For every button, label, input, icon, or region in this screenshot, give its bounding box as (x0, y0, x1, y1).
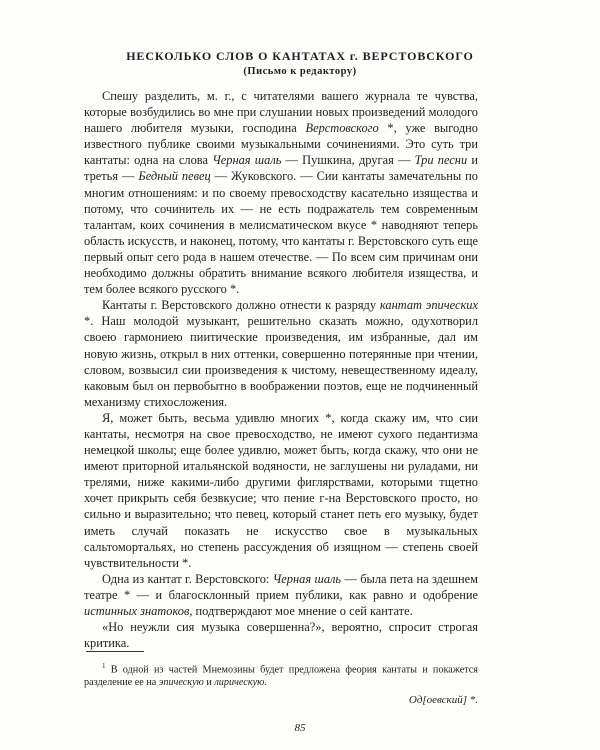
italic-run: истинных знатоков, (84, 604, 193, 618)
text-run: *, уже выгодно известного публике своими музыкальными сочинениями. Это суть три кантаты: одна на слова (84, 121, 478, 168)
italic-run: Черная шаль (272, 571, 342, 586)
text-run: Я, может быть, весьма удивлю многих *, когда скажу им, что сии кантаты, несмотря на свое превосходство, не имеют сухого педантизма немецкой школы; еще более удивлю, может быть, когда скажу, что они не имеют приторной итальянской водяности, не заглушены ни руладами, ни трелями, ниже какими-либо другими фиглярствами, которыми тщетно хочет прикрыть себя безвкусие; что пение г-на Верстовского просто, но сильно и выразительно; что певец, который станет петь его музыку, будет иметь случай показать не искусство свое в музыкальных сальтомортальях, но степень рассуждения об изящном — степень своей чувствительности *. (84, 410, 478, 570)
body-paragraph (84, 410, 478, 571)
text-run: и третья — (84, 153, 478, 184)
italic-run: кантат эпических (379, 298, 478, 313)
text-run: подтверждают мое мнение о сей кантате. (192, 604, 413, 618)
article-subtitle: (Письмо к редактору) (243, 66, 357, 77)
footnote-lyric-term: лирическую (214, 677, 265, 689)
body-paragraph (84, 297, 478, 410)
text-run: — Жуковского. — Сии кантаты замечательны по многим отношениям: и по своему превосходству касательно изящества и потому, что сочинитель их — не есть подражатель тем современным талантам, коих сочинения в мелисматическом вкусе * наводняют теперь область искусств, и наконец, потому, что кантаты г. Верстовского суть еще первый опыт сего рода в нашем отечестве. — По всем сим причинам они необходимо должны обратить внимание всякого любителя изящества, и тем более всякого русского *. (84, 169, 478, 297)
text-run: — Пушкина, другая — (281, 153, 415, 168)
footnote-marker: 1 (102, 662, 106, 670)
footnote-separator (86, 651, 144, 652)
footnote-epic-term: эпическую (158, 677, 204, 689)
footnote (84, 660, 478, 689)
body-paragraph (84, 619, 478, 651)
footnote-conjunction: и (203, 677, 215, 689)
body-paragraph (84, 88, 478, 297)
article-body (84, 88, 478, 651)
article-title: НЕСКОЛЬКО СЛОВ О КАНТАТАХ г. ВЕРСТОВСКОГО (126, 49, 474, 63)
text-run: Кантаты г. Верстовского должно отнести к разряду (102, 298, 380, 313)
italic-run: Черная шаль (212, 153, 282, 168)
page-number: 85 (294, 722, 306, 734)
text-run: Одна из кантат г. Верстовского: (102, 571, 273, 586)
italic-run: Верстовского (305, 121, 379, 136)
text-run: «Но неужли сия музыка совершенна?», вероятно, спросит строгая критика. (84, 620, 478, 651)
body-paragraph (84, 571, 478, 619)
footnote-end: . (264, 677, 267, 689)
footnote-text-start: В одной из частей Мнемозины будет предложена феория кантаты и покажется разделение ее на (84, 664, 478, 689)
text-run: Спешу разделить, м. г., с читателями вашего журнала те чувства, которые возбудились во мне при слушании новых произведений молодого нашего любителя музыки, господина (84, 89, 478, 136)
italic-run: Три песни (414, 153, 468, 168)
text-run: — была пета на здешнем театре * — и благосклонный прием публики, как равно и одобрение (84, 571, 478, 602)
text-run: *. Наш молодой музыкант, решительно сказать можно, одухотворил своею гармониею пиитические произведения, им избранные, дал им новую жизнь, открыл в них оттенки, совершенно потерянные при чтении, словом, возвысил сии произведения к чистому, невещественному идеалу, каковым был он первобытно в воображении поэтов, еще не подчиненный механизму стихосложения. (84, 314, 478, 409)
italic-run: Бедный певец (138, 169, 211, 184)
author-signature: Од[оевский] *. (408, 694, 478, 706)
